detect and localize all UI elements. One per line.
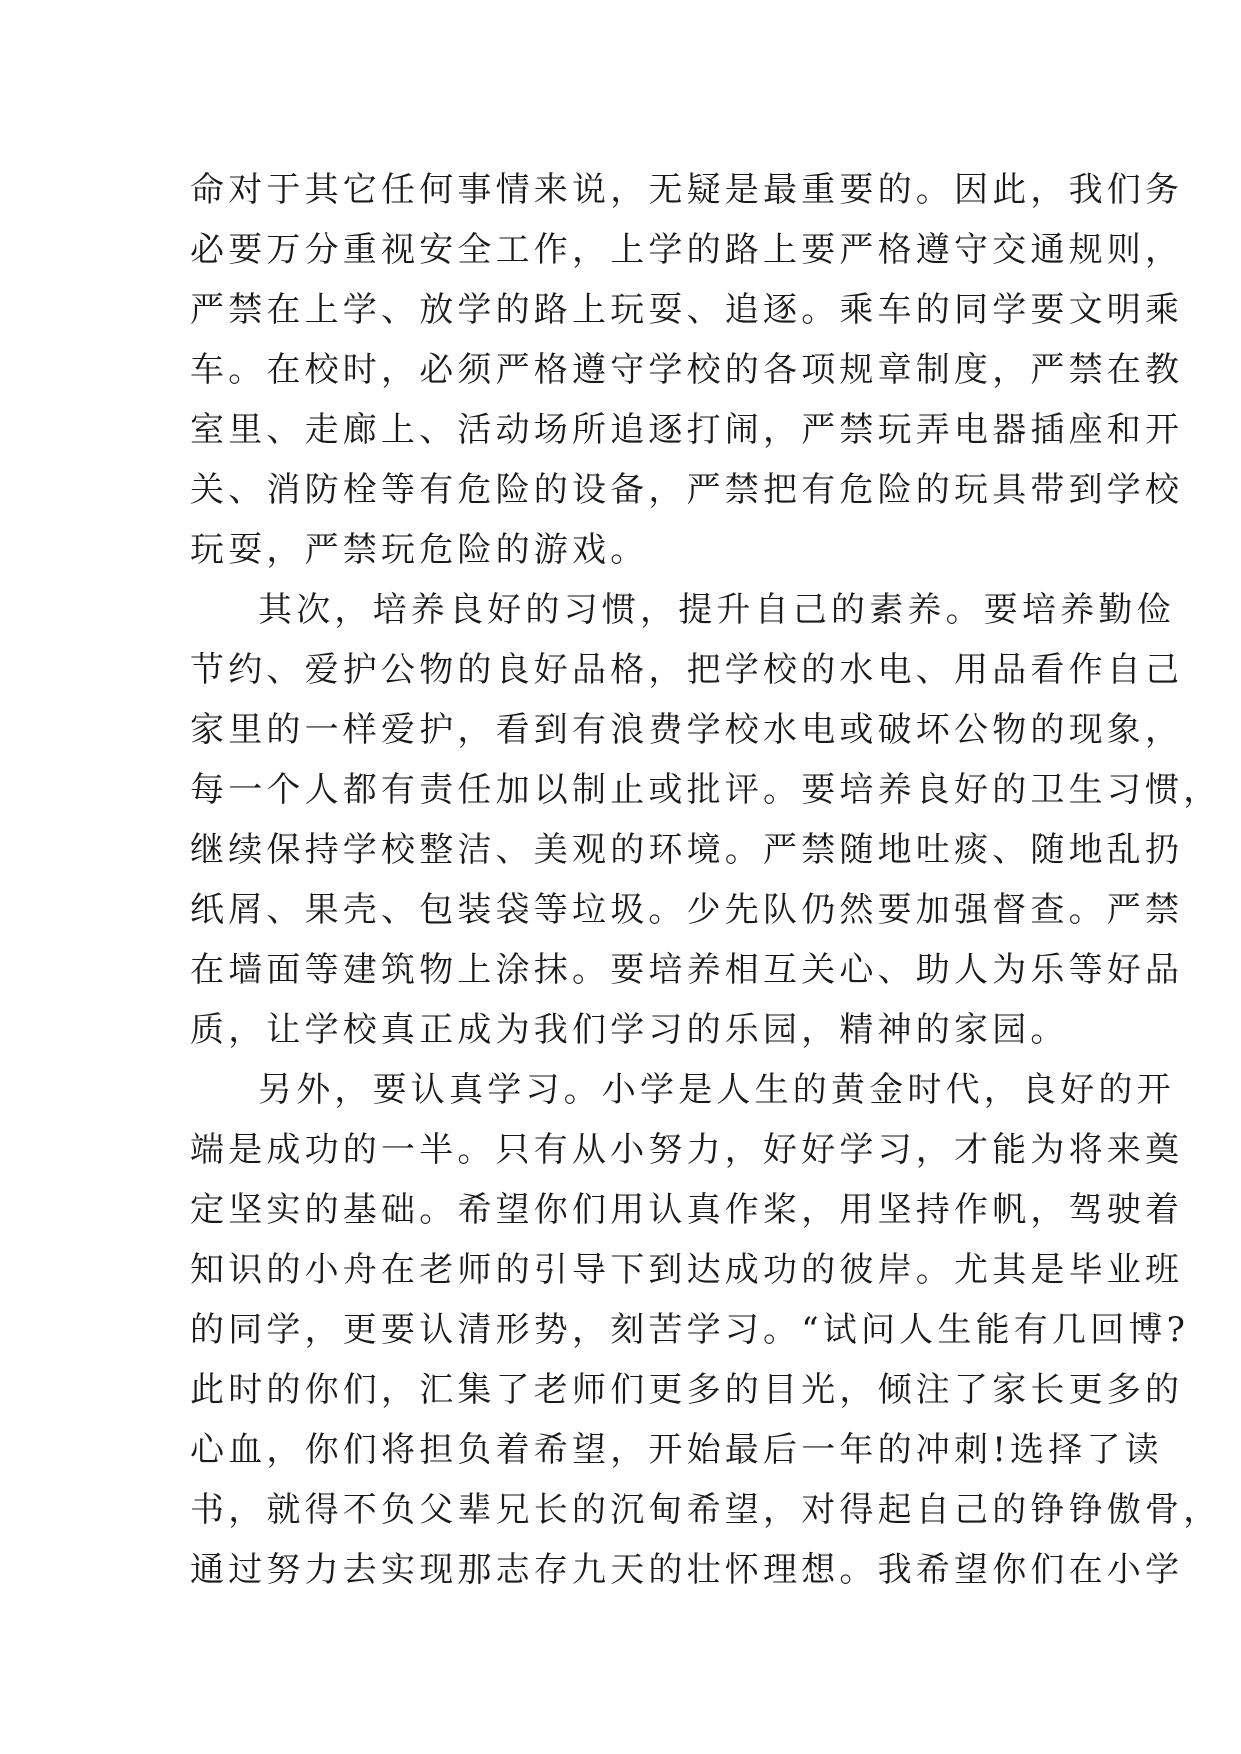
text-line: 知识的小舟在老师的引导下到达成功的彼岸。尤其是毕业班 — [190, 1250, 1184, 1290]
document-body — [190, 160, 1222, 1600]
text-line: 的同学，更要认清形势，刻苦学习。“试问人生能有几回博? — [190, 1310, 1190, 1350]
text-line: 必要万分重视安全工作，上学的路上要严格遵守交通规则， — [190, 230, 1184, 270]
text-line: 继续保持学校整洁、美观的环境。严禁随地吐痰、随地乱扔 — [190, 830, 1184, 870]
text-line: 端是成功的一半。只有从小努力，好好学习，才能为将来奠 — [190, 1130, 1184, 1170]
text-line: 每一个人都有责任加以制止或批评。要培养良好的卫生习惯， — [190, 770, 1222, 810]
paragraph-2 — [190, 580, 1222, 1060]
text-line: 通过努力去实现那志存九天的壮怀理想。我希望你们在小学 — [190, 1550, 1184, 1590]
text-line: 此时的你们，汇集了老师们更多的目光，倾注了家长更多的 — [190, 1370, 1184, 1410]
text-line: 节约、爱护公物的良好品格，把学校的水电、用品看作自己 — [190, 650, 1184, 690]
text-line: 车。在校时，必须严格遵守学校的各项规章制度，严禁在教 — [190, 350, 1184, 390]
text-line: 关、消防栓等有危险的设备，严禁把有危险的玩具带到学校 — [190, 470, 1184, 510]
paragraph-3 — [190, 1060, 1222, 1600]
text-line: 书，就得不负父辈兄长的沉甸希望，对得起自己的铮铮傲骨， — [190, 1490, 1222, 1530]
text-line: 另外，要认真学习。小学是人生的黄金时代，良好的开 — [258, 1070, 1175, 1110]
text-line: 质，让学校真正成为我们学习的乐园，精神的家园。 — [190, 1010, 1069, 1050]
text-line: 纸屑、果壳、包装袋等垃圾。少先队仍然要加强督查。严禁 — [190, 890, 1184, 930]
text-line: 严禁在上学、放学的路上玩耍、追逐。乘车的同学要文明乘 — [190, 290, 1184, 330]
text-line: 在墙面等建筑物上涂抹。要培养相互关心、助人为乐等好品 — [190, 950, 1184, 990]
text-line: 定坚实的基础。希望你们用认真作桨，用坚持作帆，驾驶着 — [190, 1190, 1184, 1230]
text-line: 玩耍，严禁玩危险的游戏。 — [190, 530, 649, 570]
text-line: 其次，培养良好的习惯，提升自己的素养。要培养勤俭 — [258, 590, 1175, 630]
text-line: 命对于其它任何事情来说，无疑是最重要的。因此，我们务 — [190, 170, 1184, 210]
paragraph-1 — [190, 160, 1184, 580]
text-line: 心血，你们将担负着希望，开始最后一年的冲刺!选择了读 — [190, 1430, 1163, 1470]
text-line: 家里的一样爱护，看到有浪费学校水电或破坏公物的现象， — [190, 710, 1184, 750]
text-line: 室里、走廊上、活动场所追逐打闹，严禁玩弄电器插座和开 — [190, 410, 1184, 450]
